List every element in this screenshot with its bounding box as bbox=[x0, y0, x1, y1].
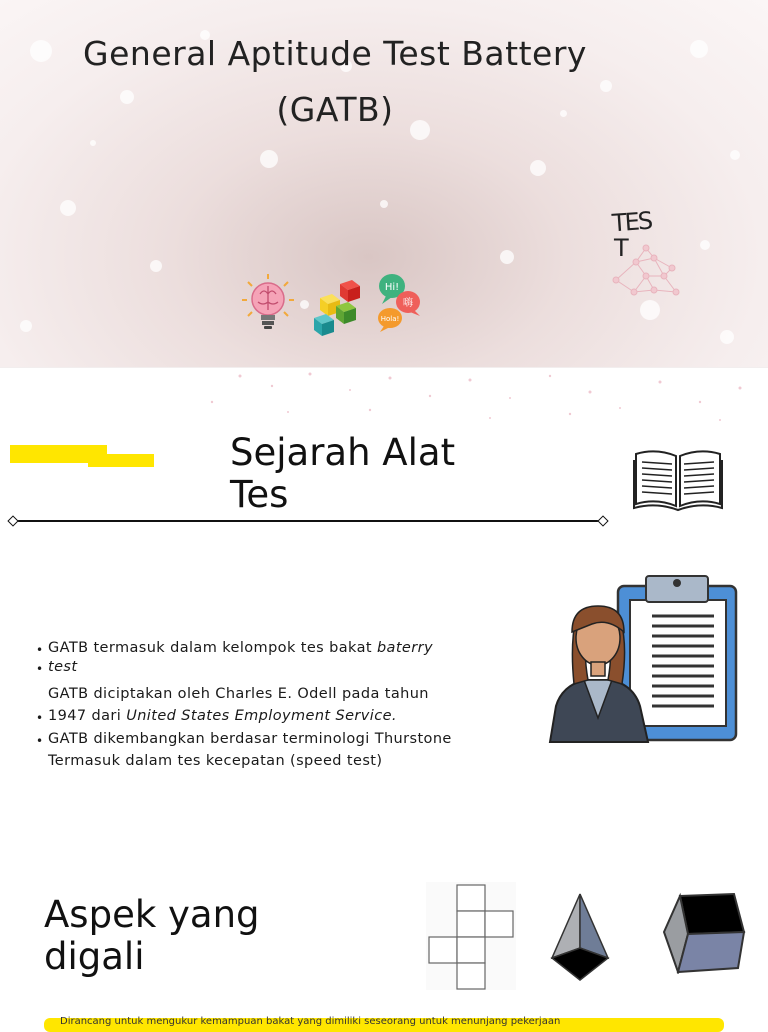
bokeh-dot bbox=[690, 40, 708, 58]
bokeh-dot bbox=[730, 150, 740, 160]
cube-icon bbox=[662, 892, 746, 974]
bubble-label-hola: Hola! bbox=[380, 315, 400, 323]
bokeh-dot bbox=[260, 150, 278, 168]
bokeh-dot bbox=[20, 320, 32, 332]
businesswoman-clipboard-icon bbox=[548, 568, 742, 746]
open-book-icon bbox=[632, 446, 724, 512]
test-label-2: T bbox=[614, 234, 629, 262]
accent-highlight-2 bbox=[88, 454, 154, 467]
list-item: • GATB termasuk dalam kelompok tes bakat baterry bbox=[36, 637, 516, 660]
bokeh-dot bbox=[150, 260, 162, 272]
bokeh-dot bbox=[700, 240, 710, 250]
speech-bubbles-icon bbox=[376, 272, 424, 332]
banner-text: Dirancang untuk mengukur kemampuan bakat yang dimiliki seseorang untuk menunjang pekerjaan bbox=[60, 1016, 561, 1027]
title-slide bbox=[0, 0, 768, 367]
bubble-label-zh: 嗨 bbox=[403, 298, 413, 309]
list-item: • GATB dikembangkan berdasar terminologi Thurstone bbox=[36, 728, 516, 751]
cube-net-icon bbox=[426, 882, 516, 990]
test-label-1: TES bbox=[611, 206, 652, 238]
decorative-dots bbox=[200, 368, 768, 428]
rule-endpoint-right bbox=[597, 515, 608, 526]
title-line-1: General Aptitude Test Battery bbox=[83, 34, 587, 73]
bokeh-dot bbox=[720, 330, 734, 344]
colored-blocks-icon bbox=[312, 278, 364, 336]
bokeh-dot bbox=[90, 140, 96, 146]
list-item: • test bbox=[36, 660, 516, 674]
slide-title bbox=[0, 26, 670, 138]
rule-endpoint-left bbox=[7, 515, 18, 526]
section-heading-aspek bbox=[44, 894, 260, 978]
heading-underline bbox=[12, 520, 604, 522]
list-item: Termasuk dalam tes kecepatan (speed test) bbox=[48, 753, 383, 769]
title-line-2: (GATB) bbox=[276, 90, 394, 129]
heading-line-1: Aspek yang bbox=[44, 893, 260, 936]
heading-line-1: Sejarah Alat bbox=[230, 431, 456, 474]
bokeh-dot bbox=[60, 200, 76, 216]
section-heading-sejarah bbox=[230, 432, 530, 516]
list-item: GATB diciptakan oleh Charles E. Odell pada tahun bbox=[48, 685, 429, 702]
list-item: • 1947 dari United States Employment Service. bbox=[36, 705, 516, 728]
bokeh-dot bbox=[380, 200, 388, 208]
lightbulb-brain-icon bbox=[240, 272, 296, 330]
heading-line-2: digali bbox=[44, 935, 145, 978]
bullet-list bbox=[36, 637, 516, 773]
bubble-label-hi: Hi! bbox=[384, 282, 400, 293]
pyramid-icon bbox=[550, 892, 610, 982]
icons-row bbox=[240, 272, 430, 334]
bokeh-dot bbox=[500, 250, 514, 264]
bokeh-dot bbox=[530, 160, 546, 176]
heading-line-2: Tes bbox=[230, 473, 289, 516]
test-network-icon bbox=[606, 206, 686, 305]
